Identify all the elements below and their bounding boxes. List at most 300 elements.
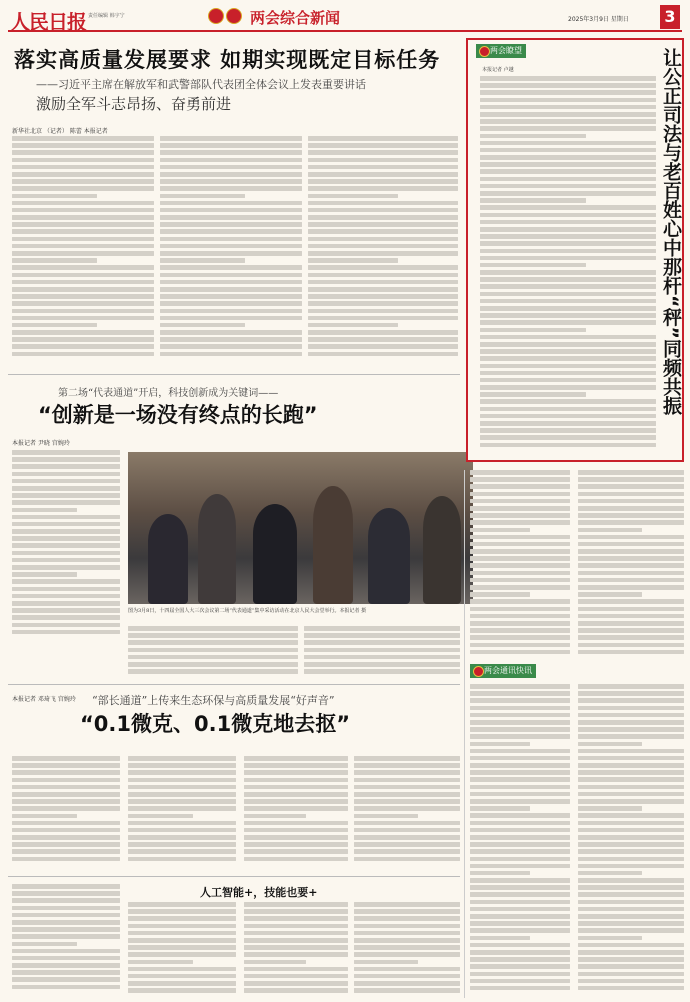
text-line <box>160 237 302 242</box>
text-line <box>308 316 458 321</box>
text-line <box>128 778 236 783</box>
text-line <box>470 542 570 547</box>
text-line <box>12 891 120 896</box>
text-line <box>578 691 684 696</box>
text-line <box>470 698 570 703</box>
text-line <box>470 950 570 955</box>
text-line <box>128 938 236 943</box>
text-line <box>12 565 120 570</box>
text-line <box>12 898 120 903</box>
text-line <box>12 316 154 321</box>
text-line <box>470 621 570 626</box>
text-line <box>480 378 656 383</box>
text-line <box>12 464 120 469</box>
text-line <box>578 964 684 969</box>
text-line <box>244 857 348 862</box>
text-line <box>12 785 120 790</box>
text-line <box>354 988 460 993</box>
text-line <box>12 479 120 484</box>
text-line <box>12 594 120 599</box>
ai-subhead: 人工智能+，技能也要+ <box>200 886 318 899</box>
text-line <box>160 201 302 206</box>
text-line <box>578 643 684 648</box>
text-line <box>470 806 530 811</box>
text-line <box>578 979 684 984</box>
text-line <box>160 273 302 278</box>
text-line <box>470 643 570 648</box>
text-line <box>304 669 460 674</box>
text-line <box>160 287 302 292</box>
text-line <box>470 864 570 869</box>
text-line <box>470 477 570 482</box>
text-line <box>578 706 684 711</box>
text-line <box>578 828 684 833</box>
text-line <box>578 785 684 790</box>
text-line <box>308 258 398 263</box>
text-line <box>308 208 458 213</box>
text-line <box>12 579 120 584</box>
divider <box>8 684 460 685</box>
text-line <box>578 972 684 977</box>
text-line <box>480 198 586 203</box>
text-line <box>160 143 302 148</box>
text-line <box>354 763 460 768</box>
text-line <box>354 960 418 965</box>
text-line <box>480 227 656 232</box>
text-line <box>12 165 154 170</box>
text-line <box>12 884 120 889</box>
text-line <box>128 960 193 965</box>
story2-byline: 本报记者 邓琦飞 宫婉玲 <box>12 696 76 703</box>
text-line <box>128 655 298 660</box>
text-line <box>578 742 642 747</box>
text-line <box>12 172 154 177</box>
text-line <box>12 623 120 628</box>
text-line <box>304 633 460 638</box>
text-line <box>12 821 120 826</box>
text-line <box>160 344 302 349</box>
text-line <box>12 337 154 342</box>
text-line <box>12 913 120 918</box>
text-line <box>160 280 302 285</box>
text-line <box>354 785 460 790</box>
text-line <box>578 614 684 619</box>
text-line <box>470 885 570 890</box>
text-line <box>354 909 460 914</box>
text-line <box>308 165 458 170</box>
text-line <box>470 549 570 554</box>
text-line <box>480 241 656 246</box>
masthead <box>8 4 682 32</box>
text-line <box>308 280 458 285</box>
text-line <box>128 626 298 631</box>
text-line <box>128 640 298 645</box>
text-line <box>12 208 154 213</box>
text-line <box>480 349 656 354</box>
text-line <box>354 967 460 972</box>
text-line <box>160 301 302 306</box>
text-line <box>128 945 236 950</box>
text-line <box>470 506 570 511</box>
text-line <box>12 273 154 278</box>
column-divider <box>464 470 465 998</box>
text-line <box>128 849 236 854</box>
text-line <box>12 215 154 220</box>
text-line <box>304 640 460 645</box>
text-line <box>308 158 458 163</box>
text-line <box>128 669 298 674</box>
text-line <box>470 936 530 941</box>
text-line <box>128 799 236 804</box>
text-line <box>578 650 684 655</box>
text-line <box>480 126 656 131</box>
text-line <box>480 184 656 189</box>
text-line <box>354 778 460 783</box>
text-line <box>578 556 684 561</box>
text-line <box>160 194 245 199</box>
text-line <box>470 592 530 597</box>
text-line <box>244 849 348 854</box>
text-line <box>578 470 684 475</box>
text-line <box>480 399 656 404</box>
text-line <box>470 599 570 604</box>
text-line <box>12 143 154 148</box>
text-line <box>12 186 154 191</box>
text-line <box>160 316 302 321</box>
text-line <box>470 499 570 504</box>
text-line <box>578 628 684 633</box>
text-line <box>244 902 348 907</box>
text-line <box>578 599 684 604</box>
text-line <box>470 691 570 696</box>
text-line <box>12 756 120 761</box>
text-line <box>128 806 236 811</box>
text-line <box>244 938 348 943</box>
text-line <box>244 916 348 921</box>
text-line <box>470 706 570 711</box>
text-line <box>470 535 570 540</box>
text-line <box>578 520 684 525</box>
text-line <box>160 150 302 155</box>
text-line <box>308 244 458 249</box>
text-line <box>304 648 460 653</box>
text-line <box>578 957 684 962</box>
text-line <box>12 136 154 141</box>
text-line <box>578 563 684 568</box>
text-line <box>12 493 120 498</box>
text-line <box>128 988 236 993</box>
text-line <box>244 799 348 804</box>
text-line <box>480 270 656 275</box>
text-line <box>578 549 684 554</box>
text-line <box>128 756 236 761</box>
text-line <box>578 943 684 948</box>
text-line <box>578 835 684 840</box>
text-line <box>480 141 656 146</box>
text-line <box>12 515 120 520</box>
text-line <box>12 150 154 155</box>
text-line <box>160 258 245 263</box>
text-line <box>470 770 570 775</box>
text-line <box>308 136 458 141</box>
text-line <box>12 265 154 270</box>
text-line <box>12 529 120 534</box>
text-line <box>470 900 570 905</box>
section-title: 两会综合新闻 <box>250 9 341 27</box>
commentary-text <box>480 76 656 456</box>
text-line <box>578 484 684 489</box>
text-line <box>470 979 570 984</box>
text-line <box>470 734 570 739</box>
photo-caption: 图为3月8日，十四届全国人大三次会议第二场“代表通道”集中采访活动在北京人民大会堂举行。本报记者 摄 <box>128 608 367 614</box>
text-line <box>308 201 458 206</box>
feature-text-column <box>12 450 120 640</box>
text-line <box>304 662 460 667</box>
text-line <box>160 222 302 227</box>
news-photo <box>128 452 473 604</box>
right-text-column-2 <box>578 470 684 660</box>
text-line <box>12 956 120 961</box>
text-line <box>470 777 570 782</box>
right-text-column-4 <box>578 684 684 998</box>
text-line <box>244 763 348 768</box>
text-line <box>308 229 458 234</box>
text-line <box>578 821 684 826</box>
text-line <box>480 284 656 289</box>
text-line <box>244 778 348 783</box>
text-line <box>578 864 684 869</box>
text-line <box>470 713 570 718</box>
lead-byline: 新华社北京 （记者） 陈蕾 本报记者 <box>12 128 108 135</box>
text-line <box>480 162 656 167</box>
text-line <box>12 309 154 314</box>
text-line <box>308 352 458 357</box>
text-line <box>480 177 656 182</box>
text-line <box>12 522 120 527</box>
lead-headline: 落实高质量发展要求 如期实现既定目标任务 <box>14 48 441 72</box>
text-line <box>480 98 656 103</box>
text-line <box>128 981 236 986</box>
text-line <box>480 342 656 347</box>
text-line <box>244 806 348 811</box>
text-line <box>244 967 348 972</box>
text-line <box>354 849 460 854</box>
text-line <box>128 792 236 797</box>
text-line <box>12 587 120 592</box>
text-line <box>480 105 656 110</box>
text-line <box>480 328 586 333</box>
text-line <box>470 513 570 518</box>
text-line <box>480 320 656 325</box>
text-line <box>480 213 656 218</box>
text-line <box>244 828 348 833</box>
text-line <box>578 571 684 576</box>
text-line <box>12 835 120 840</box>
text-line <box>578 528 642 533</box>
text-line <box>470 849 570 854</box>
text-line <box>160 186 302 191</box>
text-line <box>480 256 656 261</box>
text-line <box>308 143 458 148</box>
text-line <box>12 630 120 635</box>
text-line <box>160 294 302 299</box>
text-line <box>244 835 348 840</box>
text-line <box>578 513 684 518</box>
text-line <box>470 907 570 912</box>
text-line <box>12 906 120 911</box>
text-line <box>354 952 460 957</box>
text-line <box>578 727 684 732</box>
text-line <box>12 551 120 556</box>
text-line <box>12 194 97 199</box>
text-line <box>308 186 458 191</box>
text-line <box>578 749 684 754</box>
bottom-text-column-1 <box>12 884 120 998</box>
bottom-text-column-2 <box>128 902 236 998</box>
text-line <box>578 842 684 847</box>
lead-text-column-1 <box>12 136 154 366</box>
text-line <box>354 799 460 804</box>
party-emblem-icon <box>226 8 242 24</box>
text-line <box>578 928 684 933</box>
text-line <box>470 928 570 933</box>
text-line <box>12 472 120 477</box>
text-line <box>308 222 458 227</box>
text-line <box>244 909 348 914</box>
text-line <box>244 821 348 826</box>
text-line <box>354 902 460 907</box>
text-line <box>578 542 684 547</box>
emblem-row <box>208 8 242 26</box>
text-line <box>470 943 570 948</box>
text-line <box>578 914 684 919</box>
text-line <box>12 258 97 263</box>
text-line <box>470 520 570 525</box>
text-line <box>128 770 236 775</box>
text-line <box>480 90 656 95</box>
text-line <box>308 323 398 328</box>
text-line <box>160 179 302 184</box>
text-line <box>160 244 302 249</box>
text-line <box>12 857 120 862</box>
text-line <box>470 878 570 883</box>
text-line <box>12 280 154 285</box>
text-line <box>354 924 460 929</box>
text-line <box>578 878 684 883</box>
text-line <box>354 857 460 862</box>
text-line <box>480 299 656 304</box>
text-line <box>308 265 458 270</box>
text-line <box>308 309 458 314</box>
text-line <box>480 364 656 369</box>
text-line <box>578 592 642 597</box>
commentary-badge: 两会瞭望 <box>476 44 526 58</box>
text-line <box>128 931 236 936</box>
text-line <box>470 628 570 633</box>
text-line <box>470 857 570 862</box>
text-line <box>470 821 570 826</box>
text-line <box>470 635 570 640</box>
text-line <box>578 900 684 905</box>
text-line <box>480 292 656 297</box>
text-line <box>128 828 236 833</box>
commentary-byline: 本报记者 卢越 <box>482 67 514 73</box>
text-line <box>128 916 236 921</box>
text-line <box>160 165 302 170</box>
text-line <box>244 785 348 790</box>
text-line <box>244 931 348 936</box>
text-line <box>470 785 570 790</box>
text-line <box>160 265 302 270</box>
text-line <box>470 842 570 847</box>
text-line <box>578 849 684 854</box>
text-line <box>160 229 302 234</box>
text-line <box>578 950 684 955</box>
divider <box>8 374 460 375</box>
text-line <box>12 849 120 854</box>
text-line <box>308 294 458 299</box>
feature-text-lower-1 <box>128 626 298 678</box>
text-line <box>470 484 570 489</box>
text-line <box>470 578 570 583</box>
text-line <box>470 763 570 768</box>
text-line <box>578 621 684 626</box>
text-line <box>354 945 460 950</box>
text-line <box>354 842 460 847</box>
text-line <box>128 785 236 790</box>
text-line <box>244 988 348 993</box>
text-line <box>354 931 460 936</box>
lead-subtitle: ——习近平主席在解放军和武警部队代表团全体会议上发表重要讲话 <box>36 78 366 91</box>
text-line <box>480 371 656 376</box>
text-line <box>480 421 656 426</box>
text-line <box>470 835 570 840</box>
text-line <box>354 974 460 979</box>
text-line <box>12 287 154 292</box>
text-line <box>12 934 120 939</box>
text-line <box>12 352 154 357</box>
text-line <box>470 492 570 497</box>
text-line <box>480 277 656 282</box>
text-line <box>470 799 570 804</box>
text-line <box>128 763 236 768</box>
text-line <box>354 770 460 775</box>
text-line <box>308 337 458 342</box>
text-line <box>578 792 684 797</box>
text-line <box>12 778 120 783</box>
text-line <box>12 572 77 577</box>
text-line <box>12 963 120 968</box>
text-line <box>354 814 418 819</box>
text-line <box>12 251 154 256</box>
text-line <box>470 727 570 732</box>
text-line <box>12 770 120 775</box>
text-line <box>160 309 302 314</box>
text-line <box>578 734 684 739</box>
right-text-column-3 <box>470 684 570 998</box>
text-line <box>470 892 570 897</box>
text-line <box>354 756 460 761</box>
text-line <box>12 500 120 505</box>
text-line <box>128 633 298 638</box>
text-line <box>470 556 570 561</box>
text-line <box>470 585 570 590</box>
lead-text-column-3 <box>308 136 458 366</box>
text-line <box>308 237 458 242</box>
lead-subtitle-2: 激励全军斗志昂扬、奋勇前进 <box>36 95 232 113</box>
text-line <box>480 155 656 160</box>
text-line <box>578 799 684 804</box>
